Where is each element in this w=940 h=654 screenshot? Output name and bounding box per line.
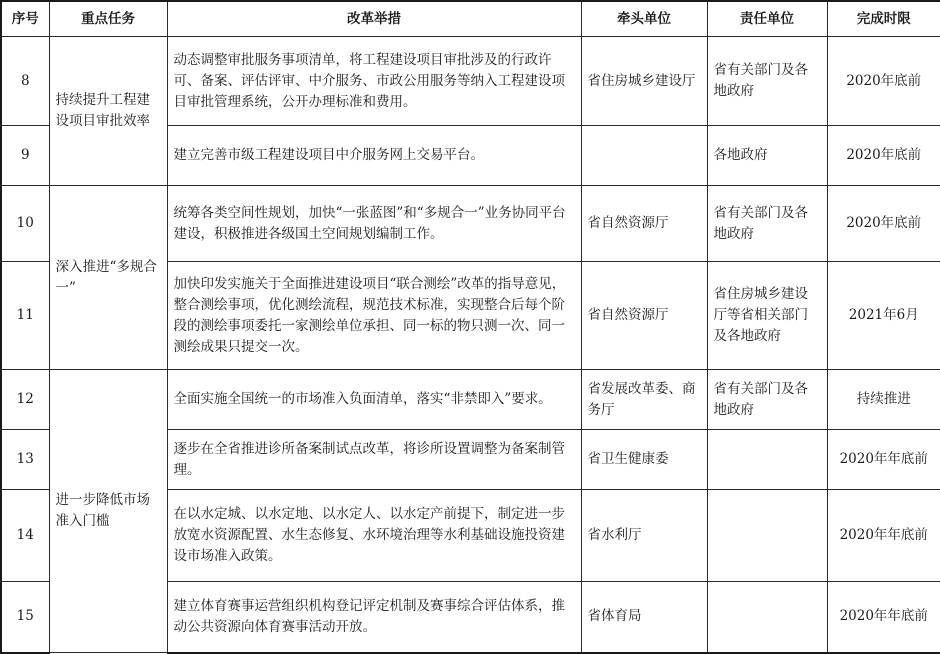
lead-unit: 省发展改革委、商务厅 <box>581 370 707 430</box>
row-number: 12 <box>1 370 49 430</box>
deadline: 持续推进 <box>827 370 940 430</box>
responsible-unit: 省有关部门及各地政府 <box>707 37 827 126</box>
row-number: 13 <box>1 430 49 490</box>
reform-measure: 逐步在全省推进诊所备案制试点改革，将诊所设置调整为备案制管理。 <box>167 430 581 490</box>
row-number: 15 <box>1 582 49 653</box>
deadline: 2020年底前 <box>827 37 940 126</box>
responsible-unit: 省有关部门及各地政府 <box>707 370 827 430</box>
deadline: 2021年6月 <box>827 262 940 370</box>
key-task: 持续提升工程建设项目审批效率 <box>49 37 167 186</box>
reform-measure: 建立体育赛事运营组织机构登记评定机制及赛事综合评估体系，推动公共资源向体育赛事活动开放。 <box>167 582 581 653</box>
reform-measure: 加快印发实施关于全面推进建设项目“联合测绘”改革的指导意见，整合测绘事项，优化测绘流程，规范技术标准，实现整合后每个阶段的测绘事项委托一家测绘单位承担、同一标的物只测一次、同一测绘成果只提交一次。 <box>167 262 581 370</box>
row-number: 14 <box>1 490 49 582</box>
header-task: 重点任务 <box>49 1 167 37</box>
lead-unit: 省卫生健康委 <box>581 430 707 490</box>
reform-measure: 动态调整审批服务事项清单，将工程建设项目审批涉及的行政许可、备案、评估评审、中介服务、市政公用服务等纳入工程建设项目审批管理系统，公开办理标准和费用。 <box>167 37 581 126</box>
deadline: 2020年年底前 <box>827 430 940 490</box>
row-number: 9 <box>1 126 49 186</box>
reform-measure: 统筹各类空间性规划，加快“一张蓝图”和“多规合一”业务协同平台建设，积极推进各级国土空间规划编制工作。 <box>167 186 581 262</box>
row-number: 10 <box>1 186 49 262</box>
deadline: 2020年年底前 <box>827 490 940 582</box>
header-no: 序号 <box>1 1 49 37</box>
reform-measure: 建立完善市级工程建设项目中介服务网上交易平台。 <box>167 126 581 186</box>
header-deadline: 完成时限 <box>827 1 940 37</box>
row-number: 8 <box>1 37 49 126</box>
header-measure: 改革举措 <box>167 1 581 37</box>
header-responsible-unit: 责任单位 <box>707 1 827 37</box>
responsible-unit <box>707 490 827 582</box>
responsible-unit: 省有关部门及各地政府 <box>707 186 827 262</box>
responsible-unit: 省住房城乡建设厅等省相关部门及各地政府 <box>707 262 827 370</box>
reform-measure: 全面实施全国统一的市场准入负面清单，落实“非禁即入”要求。 <box>167 370 581 430</box>
responsible-unit: 各地政府 <box>707 126 827 186</box>
lead-unit: 省自然资源厅 <box>581 262 707 370</box>
responsible-unit <box>707 430 827 490</box>
table-row <box>1 186 940 262</box>
lead-unit: 省水利厅 <box>581 490 707 582</box>
responsible-unit <box>707 582 827 653</box>
deadline: 2020年底前 <box>827 126 940 186</box>
table-row <box>1 37 940 126</box>
reform-measure: 在以水定城、以水定地、以水定人、以水定产前提下，制定进一步放宽水资源配置、水生态修复、水环境治理等水利基础设施投资建设市场准入政策。 <box>167 490 581 582</box>
lead-unit <box>581 126 707 186</box>
row-number: 11 <box>1 262 49 370</box>
table-row <box>1 370 940 430</box>
lead-unit: 省自然资源厅 <box>581 186 707 262</box>
deadline: 2020年底前 <box>827 186 940 262</box>
table-header-row <box>1 1 940 37</box>
deadline: 2020年年底前 <box>827 582 940 653</box>
lead-unit: 省体育局 <box>581 582 707 653</box>
header-lead-unit: 牵头单位 <box>581 1 707 37</box>
key-task: 进一步降低市场准入门槛 <box>49 370 167 653</box>
key-task: 深入推进“多规合一” <box>49 186 167 370</box>
lead-unit: 省住房城乡建设厅 <box>581 37 707 126</box>
